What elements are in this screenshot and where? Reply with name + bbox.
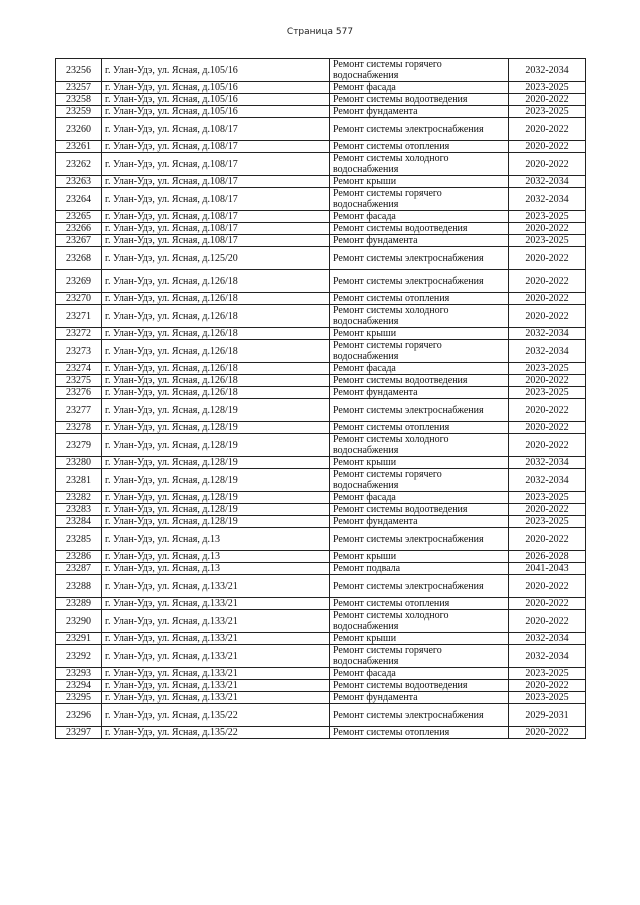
table-row — [56, 235, 586, 247]
row-number-cell: 23292 — [56, 645, 102, 668]
row-number-cell: 23264 — [56, 188, 102, 211]
table-row — [56, 153, 586, 176]
row-number-cell: 23283 — [56, 504, 102, 516]
work-type-cell: Ремонт системы водоотведения — [330, 504, 509, 516]
row-number-cell: 23275 — [56, 375, 102, 387]
period-cell: 2032-2034 — [509, 176, 586, 188]
table-row — [56, 375, 586, 387]
table-row — [56, 457, 586, 469]
repair-schedule-table — [55, 58, 586, 739]
row-number-cell: 23293 — [56, 668, 102, 680]
table-row — [56, 328, 586, 340]
table-row — [56, 188, 586, 211]
table-row — [56, 387, 586, 399]
address-cell: г. Улан-Удэ, ул. Ясная, д.13 — [102, 551, 330, 563]
address-cell: г. Улан-Удэ, ул. Ясная, д.126/18 — [102, 305, 330, 328]
table-row — [56, 668, 586, 680]
period-cell: 2023-2025 — [509, 363, 586, 375]
period-cell: 2032-2034 — [509, 59, 586, 82]
table-row — [56, 59, 586, 82]
work-type-cell: Ремонт системы отопления — [330, 141, 509, 153]
period-cell: 2020-2022 — [509, 305, 586, 328]
row-number-cell: 23280 — [56, 457, 102, 469]
table-row — [56, 516, 586, 528]
address-cell: г. Улан-Удэ, ул. Ясная, д.126/18 — [102, 328, 330, 340]
work-type-cell: Ремонт системы горячего водоснабжения — [330, 340, 509, 363]
work-type-cell: Ремонт системы горячего водоснабжения — [330, 645, 509, 668]
period-cell: 2020-2022 — [509, 293, 586, 305]
table-row — [56, 340, 586, 363]
work-type-cell: Ремонт крыши — [330, 328, 509, 340]
work-type-cell: Ремонт фасада — [330, 363, 509, 375]
period-cell: 2020-2022 — [509, 375, 586, 387]
row-number-cell: 23273 — [56, 340, 102, 363]
work-type-cell: Ремонт системы электроснабжения — [330, 704, 509, 727]
row-number-cell: 23284 — [56, 516, 102, 528]
period-cell: 2032-2034 — [509, 340, 586, 363]
address-cell: г. Улан-Удэ, ул. Ясная, д.108/17 — [102, 188, 330, 211]
address-cell: г. Улан-Удэ, ул. Ясная, д.133/21 — [102, 680, 330, 692]
table-row — [56, 633, 586, 645]
address-cell: г. Улан-Удэ, ул. Ясная, д.128/19 — [102, 399, 330, 422]
row-number-cell: 23261 — [56, 141, 102, 153]
row-number-cell: 23259 — [56, 106, 102, 118]
period-cell: 2020-2022 — [509, 94, 586, 106]
table-row — [56, 270, 586, 293]
table-row — [56, 106, 586, 118]
period-cell: 2020-2022 — [509, 399, 586, 422]
table-row — [56, 176, 586, 188]
row-number-cell: 23279 — [56, 434, 102, 457]
table-row — [56, 434, 586, 457]
address-cell: г. Улан-Удэ, ул. Ясная, д.128/19 — [102, 504, 330, 516]
row-number-cell: 23288 — [56, 575, 102, 598]
work-type-cell: Ремонт системы холодного водоснабжения — [330, 153, 509, 176]
table-row — [56, 469, 586, 492]
period-cell: 2020-2022 — [509, 434, 586, 457]
work-type-cell: Ремонт системы отопления — [330, 422, 509, 434]
period-cell: 2032-2034 — [509, 469, 586, 492]
period-cell: 2023-2025 — [509, 668, 586, 680]
work-type-cell: Ремонт системы электроснабжения — [330, 528, 509, 551]
work-type-cell: Ремонт фасада — [330, 492, 509, 504]
work-type-cell: Ремонт системы электроснабжения — [330, 118, 509, 141]
work-type-cell: Ремонт крыши — [330, 457, 509, 469]
row-number-cell: 23278 — [56, 422, 102, 434]
address-cell: г. Улан-Удэ, ул. Ясная, д.133/21 — [102, 645, 330, 668]
table-row — [56, 704, 586, 727]
address-cell: г. Улан-Удэ, ул. Ясная, д.128/19 — [102, 492, 330, 504]
address-cell: г. Улан-Удэ, ул. Ясная, д.126/18 — [102, 270, 330, 293]
period-cell: 2023-2025 — [509, 82, 586, 94]
address-cell: г. Улан-Удэ, ул. Ясная, д.133/21 — [102, 668, 330, 680]
period-cell: 2020-2022 — [509, 610, 586, 633]
period-cell: 2029-2031 — [509, 704, 586, 727]
work-type-cell: Ремонт системы водоотведения — [330, 375, 509, 387]
table-row — [56, 305, 586, 328]
table-row — [56, 680, 586, 692]
period-cell: 2032-2034 — [509, 633, 586, 645]
period-cell: 2032-2034 — [509, 645, 586, 668]
period-cell: 2032-2034 — [509, 188, 586, 211]
period-cell: 2032-2034 — [509, 457, 586, 469]
work-type-cell: Ремонт фундамента — [330, 692, 509, 704]
page-header: Страница 577 — [286, 27, 354, 37]
row-number-cell: 23271 — [56, 305, 102, 328]
work-type-cell: Ремонт системы электроснабжения — [330, 575, 509, 598]
address-cell: г. Улан-Удэ, ул. Ясная, д.108/17 — [102, 223, 330, 235]
address-cell: г. Улан-Удэ, ул. Ясная, д.125/20 — [102, 247, 330, 270]
table-row — [56, 645, 586, 668]
work-type-cell: Ремонт фундамента — [330, 106, 509, 118]
address-cell: г. Улан-Удэ, ул. Ясная, д.133/21 — [102, 598, 330, 610]
address-cell: г. Улан-Удэ, ул. Ясная, д.105/16 — [102, 82, 330, 94]
table-row — [56, 293, 586, 305]
table-row — [56, 118, 586, 141]
address-cell: г. Улан-Удэ, ул. Ясная, д.126/18 — [102, 375, 330, 387]
work-type-cell: Ремонт фундамента — [330, 387, 509, 399]
row-number-cell: 23289 — [56, 598, 102, 610]
work-type-cell: Ремонт крыши — [330, 551, 509, 563]
row-number-cell: 23263 — [56, 176, 102, 188]
period-cell: 2023-2025 — [509, 106, 586, 118]
row-number-cell: 23272 — [56, 328, 102, 340]
row-number-cell: 23277 — [56, 399, 102, 422]
work-type-cell: Ремонт системы электроснабжения — [330, 247, 509, 270]
address-cell: г. Улан-Удэ, ул. Ясная, д.133/21 — [102, 633, 330, 645]
address-cell: г. Улан-Удэ, ул. Ясная, д.126/18 — [102, 363, 330, 375]
table-row — [56, 94, 586, 106]
row-number-cell: 23287 — [56, 563, 102, 575]
row-number-cell: 23291 — [56, 633, 102, 645]
address-cell: г. Улан-Удэ, ул. Ясная, д.108/17 — [102, 153, 330, 176]
work-type-cell: Ремонт системы водоотведения — [330, 680, 509, 692]
table-row — [56, 504, 586, 516]
period-cell: 2020-2022 — [509, 223, 586, 235]
address-cell: г. Улан-Удэ, ул. Ясная, д.105/16 — [102, 59, 330, 82]
period-cell: 2020-2022 — [509, 598, 586, 610]
address-cell: г. Улан-Удэ, ул. Ясная, д.13 — [102, 563, 330, 575]
row-number-cell: 23266 — [56, 223, 102, 235]
work-type-cell: Ремонт системы водоотведения — [330, 94, 509, 106]
work-type-cell: Ремонт системы электроснабжения — [330, 399, 509, 422]
row-number-cell: 23296 — [56, 704, 102, 727]
work-type-cell: Ремонт системы электроснабжения — [330, 270, 509, 293]
table-row — [56, 692, 586, 704]
period-cell: 2026-2028 — [509, 551, 586, 563]
row-number-cell: 23262 — [56, 153, 102, 176]
table-row — [56, 528, 586, 551]
address-cell: г. Улан-Удэ, ул. Ясная, д.128/19 — [102, 422, 330, 434]
table-row — [56, 363, 586, 375]
table-row — [56, 575, 586, 598]
period-cell: 2023-2025 — [509, 387, 586, 399]
work-type-cell: Ремонт системы горячего водоснабжения — [330, 188, 509, 211]
row-number-cell: 23258 — [56, 94, 102, 106]
table-body — [56, 59, 586, 739]
row-number-cell: 23294 — [56, 680, 102, 692]
row-number-cell: 23290 — [56, 610, 102, 633]
period-cell: 2023-2025 — [509, 492, 586, 504]
row-number-cell: 23260 — [56, 118, 102, 141]
work-type-cell: Ремонт системы холодного водоснабжения — [330, 610, 509, 633]
address-cell: г. Улан-Удэ, ул. Ясная, д.13 — [102, 528, 330, 551]
row-number-cell: 23268 — [56, 247, 102, 270]
period-cell: 2020-2022 — [509, 141, 586, 153]
work-type-cell: Ремонт системы холодного водоснабжения — [330, 305, 509, 328]
table-row — [56, 422, 586, 434]
work-type-cell: Ремонт фасада — [330, 668, 509, 680]
work-type-cell: Ремонт системы горячего водоснабжения — [330, 469, 509, 492]
address-cell: г. Улан-Удэ, ул. Ясная, д.108/17 — [102, 118, 330, 141]
work-type-cell: Ремонт фундамента — [330, 235, 509, 247]
address-cell: г. Улан-Удэ, ул. Ясная, д.105/16 — [102, 94, 330, 106]
work-type-cell: Ремонт системы водоотведения — [330, 223, 509, 235]
row-number-cell: 23257 — [56, 82, 102, 94]
row-number-cell: 23265 — [56, 211, 102, 223]
row-number-cell: 23270 — [56, 293, 102, 305]
address-cell: г. Улан-Удэ, ул. Ясная, д.128/19 — [102, 434, 330, 457]
address-cell: г. Улан-Удэ, ул. Ясная, д.126/18 — [102, 340, 330, 363]
address-cell: г. Улан-Удэ, ул. Ясная, д.126/18 — [102, 293, 330, 305]
period-cell: 2020-2022 — [509, 422, 586, 434]
period-cell: 2020-2022 — [509, 118, 586, 141]
address-cell: г. Улан-Удэ, ул. Ясная, д.135/22 — [102, 704, 330, 727]
address-cell: г. Улан-Удэ, ул. Ясная, д.126/18 — [102, 387, 330, 399]
row-number-cell: 23269 — [56, 270, 102, 293]
period-cell: 2032-2034 — [509, 328, 586, 340]
row-number-cell: 23285 — [56, 528, 102, 551]
period-cell: 2020-2022 — [509, 528, 586, 551]
table-row — [56, 563, 586, 575]
period-cell: 2020-2022 — [509, 153, 586, 176]
work-type-cell: Ремонт крыши — [330, 633, 509, 645]
address-cell: г. Улан-Удэ, ул. Ясная, д.133/21 — [102, 610, 330, 633]
period-cell: 2023-2025 — [509, 692, 586, 704]
row-number-cell: 23297 — [56, 727, 102, 739]
row-number-cell: 23281 — [56, 469, 102, 492]
address-cell: г. Улан-Удэ, ул. Ясная, д.108/17 — [102, 141, 330, 153]
period-cell: 2020-2022 — [509, 247, 586, 270]
row-number-cell: 23286 — [56, 551, 102, 563]
period-cell: 2020-2022 — [509, 504, 586, 516]
row-number-cell: 23276 — [56, 387, 102, 399]
table-row — [56, 492, 586, 504]
row-number-cell: 23295 — [56, 692, 102, 704]
period-cell: 2041-2043 — [509, 563, 586, 575]
work-type-cell: Ремонт фасада — [330, 211, 509, 223]
address-cell: г. Улан-Удэ, ул. Ясная, д.108/17 — [102, 211, 330, 223]
address-cell: г. Улан-Удэ, ул. Ясная, д.128/19 — [102, 469, 330, 492]
address-cell: г. Улан-Удэ, ул. Ясная, д.108/17 — [102, 176, 330, 188]
period-cell: 2023-2025 — [509, 211, 586, 223]
period-cell: 2020-2022 — [509, 727, 586, 739]
address-cell: г. Улан-Удэ, ул. Ясная, д.133/21 — [102, 575, 330, 598]
work-type-cell: Ремонт системы горячего водоснабжения — [330, 59, 509, 82]
work-type-cell: Ремонт подвала — [330, 563, 509, 575]
work-type-cell: Ремонт системы отопления — [330, 727, 509, 739]
table-row — [56, 598, 586, 610]
table-row — [56, 247, 586, 270]
row-number-cell: 23267 — [56, 235, 102, 247]
address-cell: г. Улан-Удэ, ул. Ясная, д.133/21 — [102, 692, 330, 704]
address-cell: г. Улан-Удэ, ул. Ясная, д.108/17 — [102, 235, 330, 247]
table-row — [56, 211, 586, 223]
address-cell: г. Улан-Удэ, ул. Ясная, д.135/22 — [102, 727, 330, 739]
row-number-cell: 23274 — [56, 363, 102, 375]
period-cell: 2023-2025 — [509, 516, 586, 528]
address-cell: г. Улан-Удэ, ул. Ясная, д.105/16 — [102, 106, 330, 118]
work-type-cell: Ремонт фундамента — [330, 516, 509, 528]
address-cell: г. Улан-Удэ, ул. Ясная, д.128/19 — [102, 457, 330, 469]
period-cell: 2023-2025 — [509, 235, 586, 247]
row-number-cell: 23282 — [56, 492, 102, 504]
table-row — [56, 82, 586, 94]
table-row — [56, 727, 586, 739]
work-type-cell: Ремонт системы отопления — [330, 598, 509, 610]
work-type-cell: Ремонт системы отопления — [330, 293, 509, 305]
period-cell: 2020-2022 — [509, 270, 586, 293]
work-type-cell: Ремонт крыши — [330, 176, 509, 188]
table-row — [56, 610, 586, 633]
table-row — [56, 399, 586, 422]
row-number-cell: 23256 — [56, 59, 102, 82]
period-cell: 2020-2022 — [509, 680, 586, 692]
table-row — [56, 551, 586, 563]
period-cell: 2020-2022 — [509, 575, 586, 598]
work-type-cell: Ремонт фасада — [330, 82, 509, 94]
table-row — [56, 141, 586, 153]
work-type-cell: Ремонт системы холодного водоснабжения — [330, 434, 509, 457]
address-cell: г. Улан-Удэ, ул. Ясная, д.128/19 — [102, 516, 330, 528]
table-row — [56, 223, 586, 235]
